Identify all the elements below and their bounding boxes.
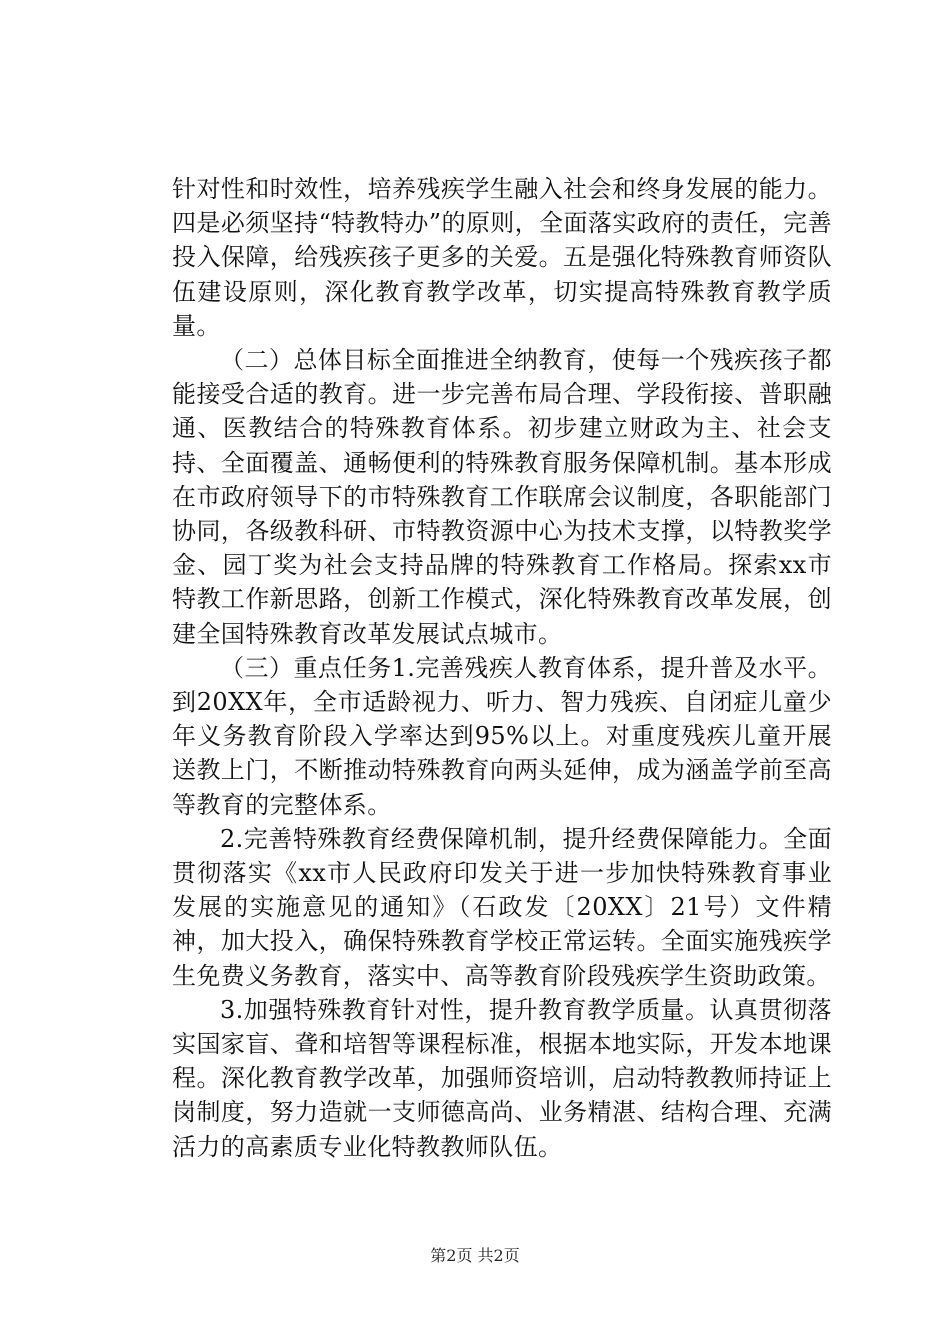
paragraph-key-tasks: （三）重点任务1.完善残疾人教育体系，提升普及水平。到20XX年，全市适龄视力、听力、智力残疾、自闭症儿童少年义务教育阶段入学率达到95%以上。对重度残疾儿童开展送教上门，不断推动特殊教育向两头延伸，成为涵盖学前至高等教育的完整体系。 (172, 653, 832, 819)
page-footer: 第2页 共2页 (430, 1246, 520, 1265)
document-body (172, 172, 832, 1164)
paragraph-overall-goal: （二）总体目标全面推进全纳教育，使每一个残疾孩子都能接受合适的教育。进一步完善布局合理、学段衔接、普职融通、医教结合的特殊教育体系。初步建立财政为主、社会支持、全面覆盖、通畅便利的特殊教育服务保障机制。基本形成在市政府领导下的市特殊教育工作联席会议制度，各职能部门协同，各级教科研、市特教资源中心为技术支撑，以特教奖学金、园丁奖为社会支持品牌的特殊教育工作格局。探索xx市特教工作新思路，创新工作模式，深化特殊教育改革发展，创建全国特殊教育改革发展试点城市。 (172, 346, 832, 648)
paragraph-funding: 2.完善特殊教育经费保障机制，提升经费保障能力。全面贯彻落实《xx市人民政府印发关于进一步加快特殊教育事业发展的实施意见的通知》（石政发〔20XX〕21号）文件精神，加大投入，确保特殊教育学校正常运转。全面实施残疾学生免费义务教育，落实中、高等教育阶段残疾学生资助政策。 (172, 824, 832, 990)
paragraph-quality: 3.加强特殊教育针对性，提升教育教学质量。认真贯彻落实国家盲、聋和培智等课程标准，根据本地实际，开发本地课程。深化教育教学改革，加强师资培训，启动特教教师持证上岗制度，努力造就一支师德高尚、业务精湛、结构合理、充满活力的高素质专业化特教教师队伍。 (172, 995, 832, 1161)
paragraph-continuation: 针对性和时效性，培养残疾学生融入社会和终身发展的能力。四是必须坚持“特教特办”的原则，全面落实政府的责任，完善投入保障，给残疾孩子更多的关爱。五是强化特殊教育师资队伍建设原则，深化教育教学改革，切实提高特殊教育教学质量。 (172, 175, 832, 340)
